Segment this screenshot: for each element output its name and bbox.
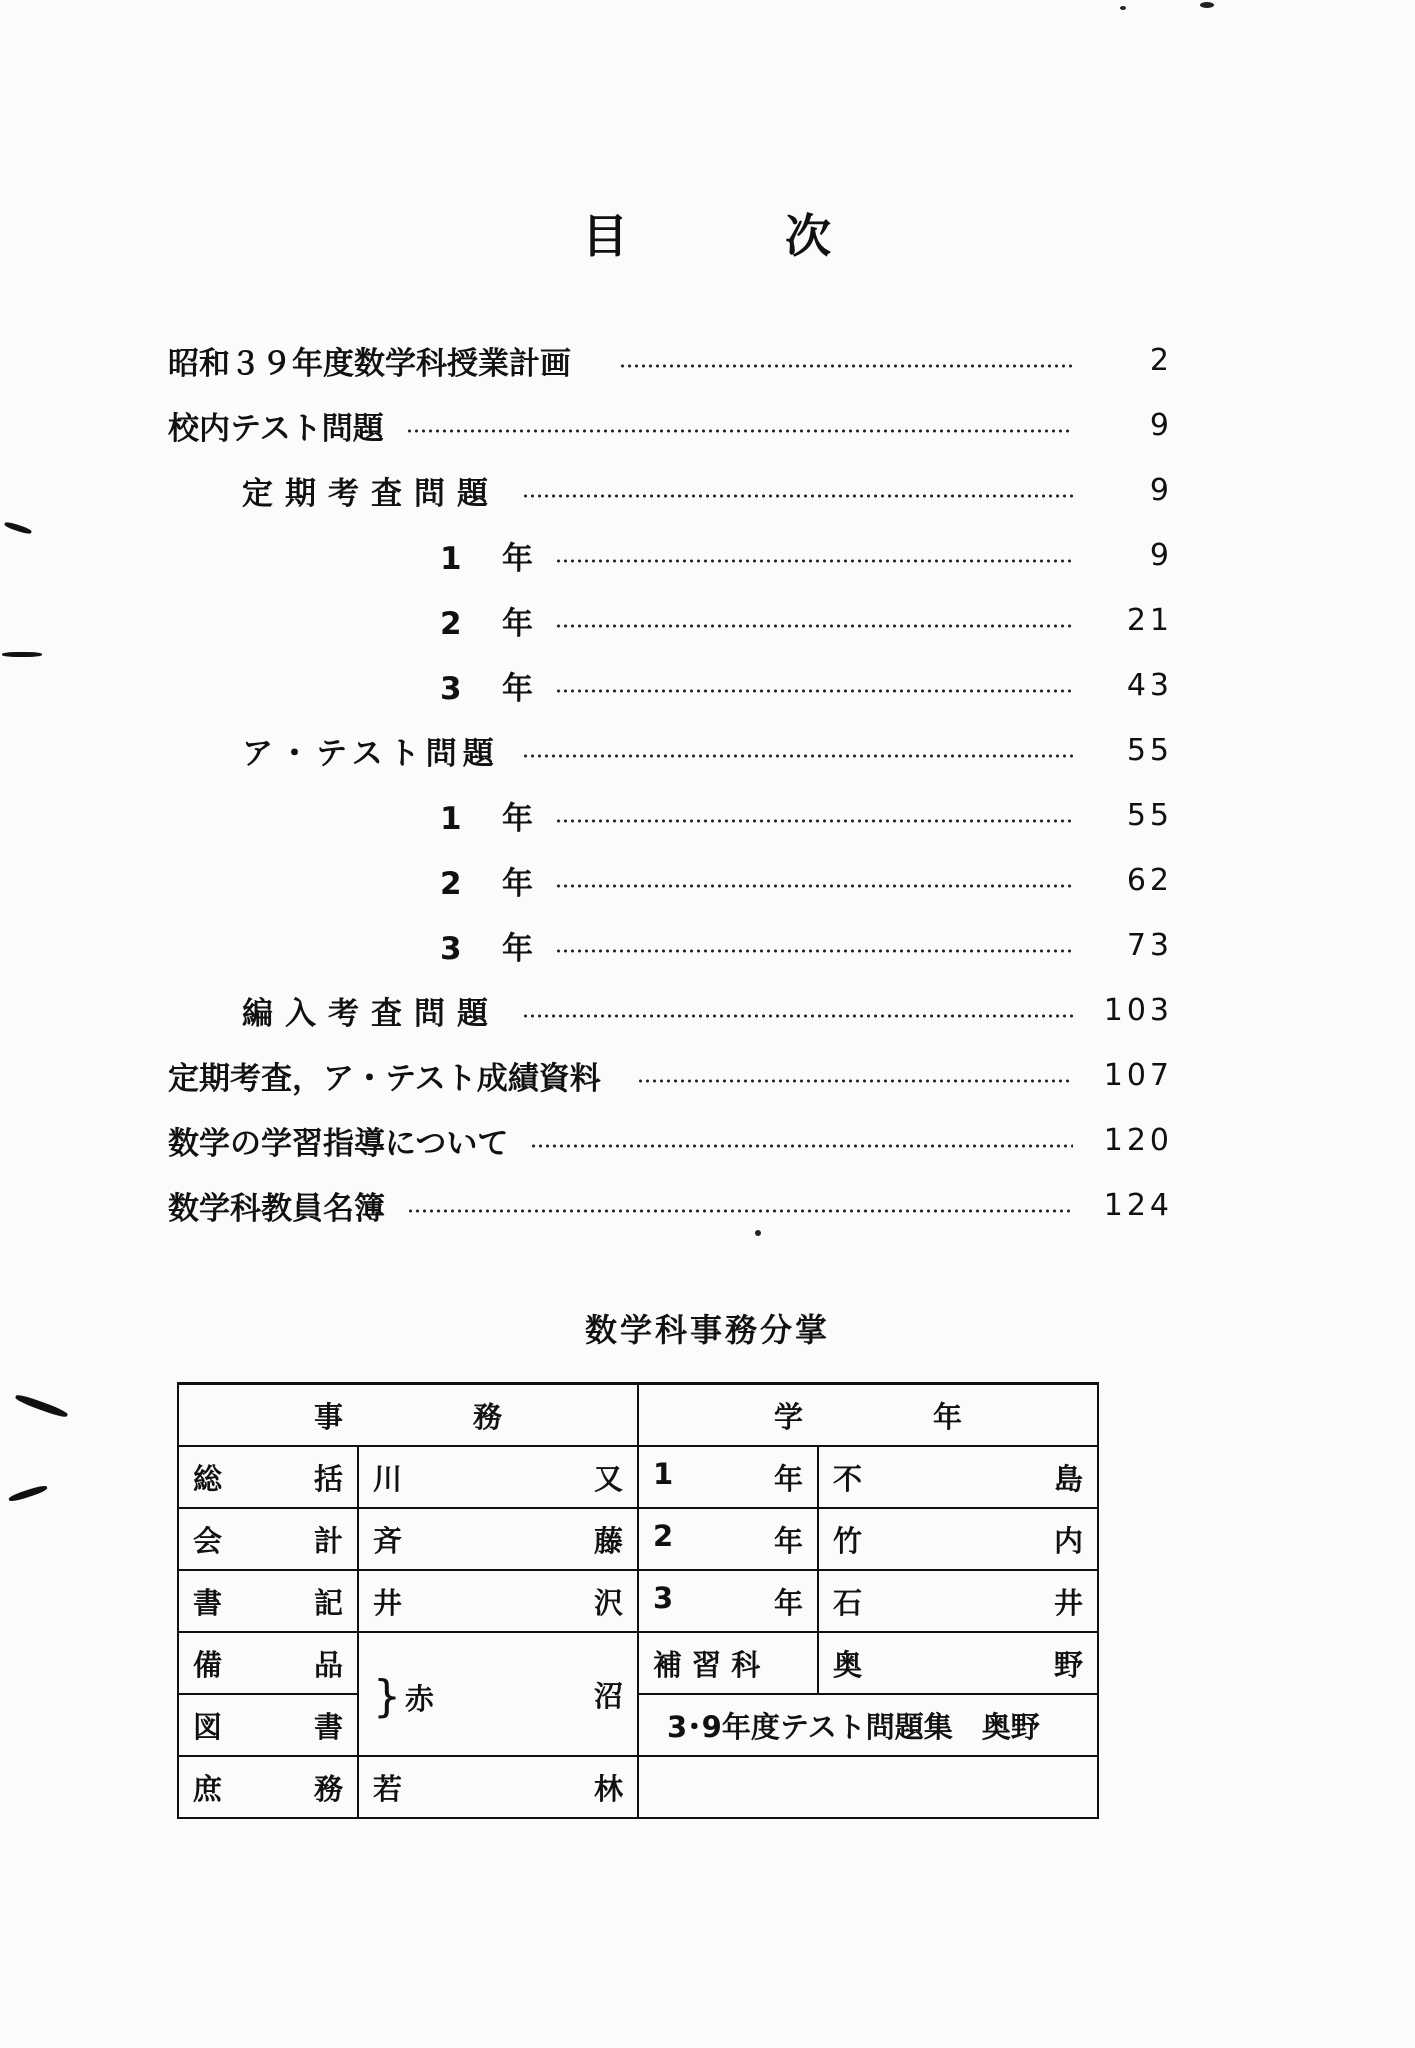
toc-entry	[168, 1180, 1173, 1230]
toc-entry-page: 2	[1149, 342, 1173, 378]
toc-entry-label: 校内テスト問題	[168, 410, 384, 447]
duty-person-cell: 川 又	[358, 1446, 638, 1508]
duty-person-cell-merged: } 赤 沼	[358, 1632, 638, 1756]
duties-title: 数学科事務分掌	[584, 1311, 830, 1349]
leader-dots	[522, 754, 1073, 758]
duty-person-cell: 井 沢	[358, 1570, 638, 1632]
table-row	[178, 1446, 1098, 1508]
grade-cell: 1 年	[638, 1446, 818, 1508]
scan-mark	[2, 652, 42, 657]
leader-dots	[555, 624, 1073, 628]
scan-speck	[755, 1230, 761, 1236]
toc-entry	[440, 595, 1173, 645]
scan-speck	[1120, 6, 1126, 10]
toc-entry	[440, 660, 1173, 710]
leader-dots	[619, 364, 1073, 368]
duty-person-cell: 斉 藤	[358, 1508, 638, 1570]
toc-entry-page: 9	[1149, 472, 1173, 508]
leader-dots	[407, 1209, 1073, 1213]
toc-entry-label: ア・テスト問題	[242, 735, 500, 772]
grade-cell: 補 習 科	[638, 1632, 818, 1694]
toc-entry-page: 55	[1126, 797, 1173, 833]
toc-entry	[440, 790, 1173, 840]
toc-entry-label: 昭和３９年度数学科授業計画	[168, 345, 571, 382]
note-cell: 3･9年度テスト問題集 奥野	[638, 1694, 1098, 1756]
empty-cell	[638, 1756, 1098, 1818]
toc-entry-page: 9	[1149, 407, 1173, 443]
duty-name-cell: 備 品	[178, 1632, 358, 1694]
duty-name-cell: 庶 務	[178, 1756, 358, 1818]
table-row	[178, 1694, 1098, 1756]
toc-entry	[242, 725, 1173, 775]
grade-cell: 2 年	[638, 1508, 818, 1570]
toc-entry-page: 107	[1103, 1057, 1173, 1093]
leader-dots	[555, 819, 1073, 823]
toc-entry-label: 2 年	[440, 605, 533, 642]
leader-dots	[555, 559, 1073, 563]
toc-entry-label: 3 年	[440, 670, 533, 707]
page-title	[0, 200, 1415, 266]
leader-dots	[522, 494, 1073, 498]
leader-dots	[637, 1079, 1073, 1083]
table-header-row	[178, 1384, 1098, 1447]
table-row	[178, 1632, 1098, 1694]
toc-entry	[242, 985, 1173, 1035]
toc-entry-label: 定期考査問題	[242, 475, 500, 512]
toc-entry-page: 43	[1126, 667, 1173, 703]
toc-entry-label: 数学科教員名簿	[168, 1190, 385, 1227]
leader-dots	[522, 1014, 1073, 1018]
leader-dots	[530, 1144, 1073, 1148]
toc-entry-page: 120	[1103, 1122, 1173, 1158]
toc-entry-page: 9	[1149, 537, 1173, 573]
toc-entry-page: 55	[1126, 732, 1173, 768]
brace-mark: }	[373, 1670, 401, 1722]
toc-entry	[440, 530, 1173, 580]
toc-entry	[440, 920, 1173, 970]
table-row	[178, 1756, 1098, 1818]
toc-entry	[168, 1050, 1173, 1100]
toc-entry-label: 3 年	[440, 930, 533, 967]
toc-entry-label: 1 年	[440, 800, 533, 837]
grade-person-cell: 石 井	[818, 1570, 1098, 1632]
duty-person-cell: 若 林	[358, 1756, 638, 1818]
duties-table	[177, 1382, 1099, 1819]
toc-entry-label: 数学の学習指導について	[168, 1125, 509, 1162]
toc-entry-label: 2 年	[440, 865, 533, 902]
table-row	[178, 1508, 1098, 1570]
toc-entry-page: 21	[1126, 602, 1173, 638]
grade-person-cell: 奥 野	[818, 1632, 1098, 1694]
grade-cell: 3 年	[638, 1570, 818, 1632]
duty-name-cell: 図 書	[178, 1694, 358, 1756]
grade-person-cell: 竹 内	[818, 1508, 1098, 1570]
duty-name-cell: 会 計	[178, 1508, 358, 1570]
scan-mark	[14, 1393, 68, 1419]
leader-dots	[555, 689, 1073, 693]
duty-name-cell: 総 括	[178, 1446, 358, 1508]
title-char-1: 目	[582, 209, 630, 263]
header-grade: 学 年	[638, 1384, 1098, 1447]
scan-mark	[4, 521, 32, 535]
toc-entry-page: 73	[1126, 927, 1173, 963]
leader-dots	[555, 949, 1073, 953]
toc-entry-page: 62	[1126, 862, 1173, 898]
toc-entry	[440, 855, 1173, 905]
toc-entry-label: 1 年	[440, 540, 533, 577]
scan-mark	[8, 1484, 48, 1503]
toc-entry-label: 定期考査，ア・テスト成績資料	[168, 1060, 601, 1097]
toc-entry-page: 124	[1103, 1187, 1173, 1223]
header-duties: 事 務	[178, 1384, 638, 1447]
toc-entry	[242, 465, 1173, 515]
toc-entry	[168, 335, 1173, 385]
scan-speck	[1200, 2, 1214, 8]
toc-entry	[168, 400, 1173, 450]
grade-person-cell: 不 島	[818, 1446, 1098, 1508]
table-row	[178, 1570, 1098, 1632]
toc-entry-label: 編入考査問題	[242, 995, 500, 1032]
toc-entry-page: 103	[1103, 992, 1173, 1028]
leader-dots	[406, 429, 1073, 433]
duty-name-cell: 書 記	[178, 1570, 358, 1632]
title-char-2: 次	[785, 209, 833, 263]
leader-dots	[555, 884, 1073, 888]
toc-entry	[168, 1115, 1173, 1165]
